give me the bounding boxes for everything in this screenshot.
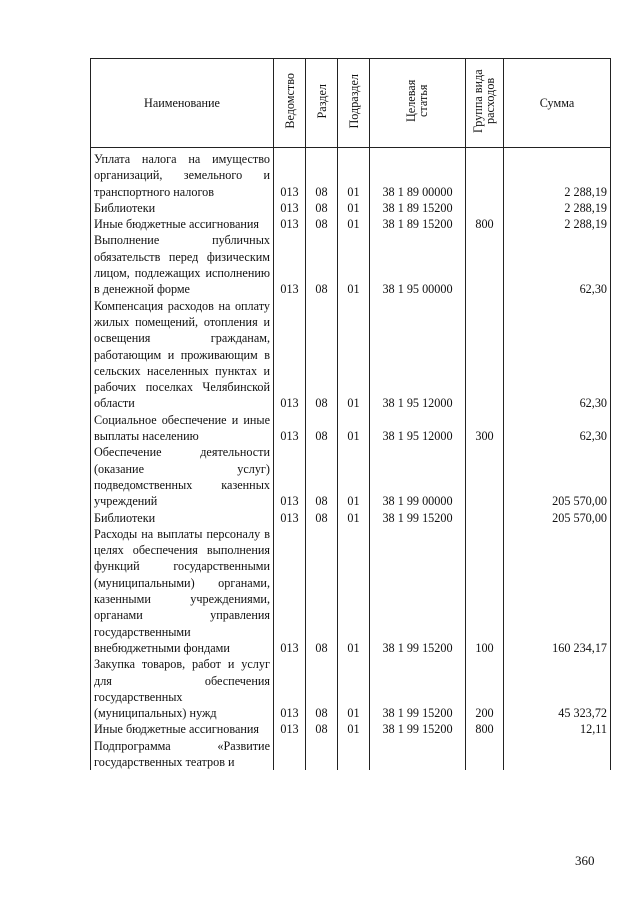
row-podrazdel: 01 <box>338 200 370 216</box>
table-header-row <box>91 59 611 148</box>
header-vedomstvo: Ведомство <box>274 59 306 148</box>
row-gruppa <box>466 232 504 297</box>
row-vedomstvo: 013 <box>274 200 306 216</box>
row-vedomstvo: 013 <box>274 510 306 526</box>
header-razdel: Раздел <box>306 59 338 148</box>
table-row <box>91 721 611 737</box>
table-row <box>91 200 611 216</box>
row-summa: 12,11 <box>504 721 611 737</box>
row-podrazdel: 01 <box>338 721 370 737</box>
row-vedomstvo: 013 <box>274 721 306 737</box>
row-vedomstvo: 013 <box>274 216 306 232</box>
table-row <box>91 738 611 771</box>
header-name: Наименование <box>91 59 274 148</box>
table-row <box>91 526 611 656</box>
row-vedomstvo: 013 <box>274 148 306 200</box>
header-gruppa: Группа вида расходов <box>466 59 504 148</box>
row-podrazdel: 01 <box>338 298 370 412</box>
row-gruppa: 100 <box>466 526 504 656</box>
row-celevaya: 38 1 95 00000 <box>370 232 466 297</box>
row-summa: 62,30 <box>504 412 611 445</box>
table-row <box>91 510 611 526</box>
row-summa: 160 234,17 <box>504 526 611 656</box>
row-celevaya: 38 1 99 15200 <box>370 510 466 526</box>
row-vedomstvo <box>274 738 306 771</box>
row-name: Библиотеки <box>91 510 274 526</box>
table-row <box>91 232 611 297</box>
row-gruppa <box>466 510 504 526</box>
row-razdel: 08 <box>306 216 338 232</box>
row-summa: 205 570,00 <box>504 510 611 526</box>
row-razdel: 08 <box>306 526 338 656</box>
row-razdel: 08 <box>306 656 338 721</box>
row-celevaya: 38 1 89 00000 <box>370 148 466 200</box>
row-vedomstvo: 013 <box>274 412 306 445</box>
row-podrazdel: 01 <box>338 232 370 297</box>
row-celevaya: 38 1 95 12000 <box>370 298 466 412</box>
row-name: Уплата налога на имущество организаций, земельного и транспортного налогов <box>91 148 274 200</box>
row-gruppa: 300 <box>466 412 504 445</box>
row-razdel: 08 <box>306 412 338 445</box>
row-gruppa: 200 <box>466 656 504 721</box>
row-name: Библиотеки <box>91 200 274 216</box>
table-body <box>91 148 611 771</box>
row-summa: 2 288,19 <box>504 216 611 232</box>
row-vedomstvo: 013 <box>274 444 306 509</box>
header-podrazdel: Подраздел <box>338 59 370 148</box>
row-summa <box>504 738 611 771</box>
row-summa: 205 570,00 <box>504 444 611 509</box>
row-razdel <box>306 738 338 771</box>
row-celevaya: 38 1 99 15200 <box>370 526 466 656</box>
row-summa: 62,30 <box>504 232 611 297</box>
row-podrazdel: 01 <box>338 412 370 445</box>
row-gruppa: 800 <box>466 216 504 232</box>
header-celevaya: Целевая статья <box>370 59 466 148</box>
row-razdel: 08 <box>306 200 338 216</box>
row-summa: 2 288,19 <box>504 200 611 216</box>
row-celevaya <box>370 738 466 771</box>
row-celevaya: 38 1 99 00000 <box>370 444 466 509</box>
row-podrazdel: 01 <box>338 444 370 509</box>
row-razdel: 08 <box>306 444 338 509</box>
row-vedomstvo: 013 <box>274 526 306 656</box>
row-razdel: 08 <box>306 721 338 737</box>
table-row <box>91 298 611 412</box>
row-celevaya: 38 1 95 12000 <box>370 412 466 445</box>
row-celevaya: 38 1 89 15200 <box>370 216 466 232</box>
row-razdel: 08 <box>306 148 338 200</box>
row-podrazdel: 01 <box>338 526 370 656</box>
row-vedomstvo: 013 <box>274 298 306 412</box>
row-gruppa <box>466 298 504 412</box>
row-name: Иные бюджетные ассигнования <box>91 216 274 232</box>
table-row <box>91 656 611 721</box>
row-name: Выполнение публичных обязательств перед физическим лицом, подлежащих исполнению в денежной форме <box>91 232 274 297</box>
row-name: Расходы на выплаты персоналу в целях обеспечения выполнения функций государственными (муниципальными) органами, казенными учреждениями, органами управления государственными внебюджетными фондами <box>91 526 274 656</box>
row-name: Обеспечение деятельности (оказание услуг) подведомственных казенных учреждений <box>91 444 274 509</box>
row-podrazdel: 01 <box>338 148 370 200</box>
row-gruppa: 800 <box>466 721 504 737</box>
row-razdel: 08 <box>306 298 338 412</box>
row-podrazdel: 01 <box>338 216 370 232</box>
table-row <box>91 216 611 232</box>
row-gruppa <box>466 738 504 771</box>
table-row <box>91 444 611 509</box>
row-vedomstvo: 013 <box>274 232 306 297</box>
row-celevaya: 38 1 89 15200 <box>370 200 466 216</box>
row-podrazdel: 01 <box>338 510 370 526</box>
row-podrazdel: 01 <box>338 656 370 721</box>
row-name: Подпрограмма «Развитие государственных театров и <box>91 738 274 771</box>
row-gruppa <box>466 148 504 200</box>
row-name: Социальное обеспечение и иные выплаты населению <box>91 412 274 445</box>
row-name: Компенсация расходов на оплату жилых помещений, отопления и освещения гражданам, работающим и проживающим в сельских населенных пунктах и рабочих поселках Челябинской области <box>91 298 274 412</box>
page-number: 360 <box>575 853 595 868</box>
row-celevaya: 38 1 99 15200 <box>370 721 466 737</box>
row-celevaya: 38 1 99 15200 <box>370 656 466 721</box>
row-podrazdel <box>338 738 370 771</box>
row-summa: 62,30 <box>504 298 611 412</box>
budget-table <box>90 58 611 770</box>
row-gruppa <box>466 444 504 509</box>
table-row <box>91 148 611 200</box>
row-name: Иные бюджетные ассигнования <box>91 721 274 737</box>
table-row <box>91 412 611 445</box>
row-vedomstvo: 013 <box>274 656 306 721</box>
row-razdel: 08 <box>306 232 338 297</box>
row-gruppa <box>466 200 504 216</box>
header-summa: Сумма <box>504 59 611 148</box>
row-razdel: 08 <box>306 510 338 526</box>
row-summa: 2 288,19 <box>504 148 611 200</box>
row-summa: 45 323,72 <box>504 656 611 721</box>
row-name: Закупка товаров, работ и услуг для обеспечения государственных (муниципальных) нужд <box>91 656 274 721</box>
